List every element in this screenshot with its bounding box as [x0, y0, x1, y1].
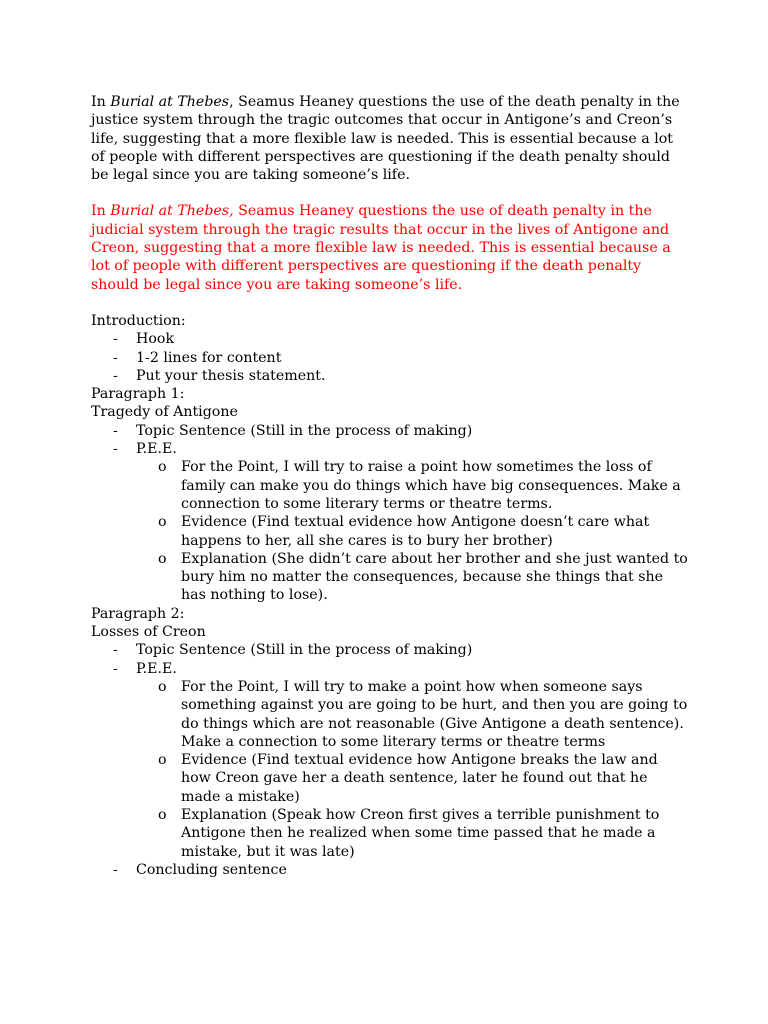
intro-list — [91, 330, 691, 385]
thesis-draft-1-title: Burial at Thebes — [110, 94, 230, 110]
sub-list-item — [91, 513, 691, 550]
thesis-draft-1-text: , Seamus Heaney questions the use of the death penalty in the justice system through the tragic outcomes that occur in Antigone’s and Creon’s life, suggesting that a more flexible law is needed. This is essential because a lot of people with different perspectives are questioning if the death penalty should be legal since you are taking someone’s life. — [91, 94, 680, 184]
para1-list — [91, 422, 691, 459]
document-body — [91, 93, 691, 879]
list-item — [91, 422, 691, 440]
thesis-draft-2 — [91, 202, 691, 293]
para2-list — [91, 641, 691, 678]
dash-bullet: - — [113, 441, 118, 458]
sub-list-item-text: Explanation (Speak how Creon first gives a terrible punishment to Antigone then he realized when some time passed that he made a mistake, but it was late) — [181, 806, 660, 860]
list-item — [91, 641, 691, 659]
circle-bullet: o — [158, 806, 167, 823]
list-item — [91, 660, 691, 678]
sub-list-item — [91, 678, 691, 751]
thesis-draft-1-pre: In — [91, 94, 111, 110]
para2-sublist — [91, 678, 691, 861]
list-item-text: Put your thesis statement. — [136, 367, 326, 384]
thesis-draft-2-pre: In — [91, 203, 111, 220]
sub-list-item — [91, 806, 691, 861]
dash-bullet: - — [113, 861, 118, 878]
sub-list-item-text: For the Point, I will try to raise a point how sometimes the loss of family can make you do things which have big consequences. Make a connection to some literary terms or theatre terms. — [181, 459, 681, 512]
sub-list-item — [91, 458, 691, 513]
list-item-text: P.E.E. — [136, 660, 177, 677]
para2-closing-list — [91, 861, 691, 879]
sub-list-item — [91, 751, 691, 806]
para1-subheading: Tragedy of Antigone — [91, 404, 238, 421]
list-item — [91, 440, 691, 458]
thesis-draft-2-text: Seamus Heaney questions the use of death penalty in the judicial system through the tragic results that occur in the lives of Antigone and Creon, suggesting that a more flexible law is needed. This is essential because a lot of people with different perspectives are questioning if the death penalty should be legal since you are taking someone’s life. — [91, 203, 671, 293]
list-item-text: Topic Sentence (Still in the process of making) — [136, 422, 473, 439]
dash-bullet: - — [113, 422, 118, 439]
list-item-text: P.E.E. — [136, 441, 177, 458]
list-item — [91, 330, 691, 348]
thesis-draft-1 — [91, 93, 691, 184]
dash-bullet: - — [113, 660, 118, 677]
list-item-text: Hook — [136, 331, 175, 348]
sub-list-item — [91, 550, 691, 605]
list-item-text: 1-2 lines for content — [136, 349, 282, 366]
dash-bullet: - — [113, 367, 118, 384]
dash-bullet: - — [113, 331, 118, 348]
list-item-text: Concluding sentence — [136, 861, 287, 878]
thesis-draft-2-title: Burial at Thebes, — [110, 203, 234, 220]
para1-sublist — [91, 458, 691, 604]
intro-heading: Introduction: — [91, 312, 186, 329]
list-item — [91, 367, 691, 385]
para2-subheading: Losses of Creon — [91, 624, 206, 641]
sub-list-item-text: Evidence (Find textual evidence how Antigone doesn’t care what happens to her, all she cares is to bury her brother) — [181, 514, 650, 549]
circle-bullet: o — [158, 514, 167, 531]
sub-list-item-text: For the Point, I will try to make a point how when someone says something against you are going to be hurt, and then you are going to do things which are not reasonable (Give Antigone a death sentence). Make a connection to some literary terms or theatre terms — [181, 678, 688, 750]
list-item — [91, 861, 691, 879]
list-item — [91, 349, 691, 367]
para2-heading: Paragraph 2: — [91, 605, 185, 622]
sub-list-item-text: Evidence (Find textual evidence how Antigone breaks the law and how Creon gave her a death sentence, later he found out that he made a mistake) — [181, 752, 658, 805]
sub-list-item-text: Explanation (She didn’t care about her brother and she just wanted to bury him no matter the consequences, because she things that she has nothing to lose). — [181, 550, 688, 604]
circle-bullet: o — [158, 550, 167, 567]
list-item-text: Topic Sentence (Still in the process of making) — [136, 642, 473, 659]
dash-bullet: - — [113, 642, 118, 659]
circle-bullet: o — [158, 459, 167, 476]
dash-bullet: - — [113, 349, 118, 366]
para1-heading: Paragraph 1: — [91, 386, 185, 403]
circle-bullet: o — [158, 752, 167, 769]
circle-bullet: o — [158, 678, 167, 695]
